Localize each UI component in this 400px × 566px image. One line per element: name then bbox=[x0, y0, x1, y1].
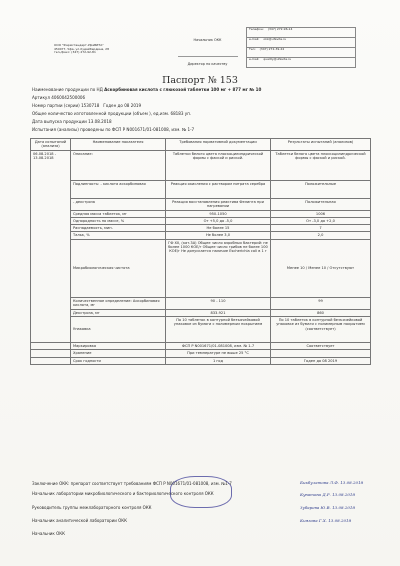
batch-field: Номер партии (серии) 1530718 Годен до 08 2019 bbox=[32, 103, 142, 108]
head-okk-label: Начальник ОКК bbox=[193, 38, 222, 42]
contact-row: e-mail: okk@ufavita.ru bbox=[247, 38, 355, 48]
organization-info bbox=[54, 44, 118, 55]
page-title: Паспорт № 153 bbox=[162, 75, 238, 86]
table-row: Хранение При температуре не выше 25 °С bbox=[31, 350, 371, 357]
contacts-table bbox=[246, 27, 356, 68]
signer-row: Начальник лаборатории микробиологического и бактериологического контроля ОКК bbox=[32, 491, 214, 496]
approval-block bbox=[170, 38, 245, 66]
table-header-cell: Дата испытаний (анализа) bbox=[31, 139, 71, 151]
conclusion-text: Заключение ОКК: препарат соответствует требованиям ФСП Р N001671/01-081008, изм. №1-7 bbox=[32, 481, 232, 486]
signature-line bbox=[178, 42, 238, 57]
table-row: 06.08.2018 - 13.08.2018 Описание: Таблетки белого цвета плоскоцилиндрической формы с фаской и риской. Таблетки белого цвета плоскоцилиндрической формы с фаской и риской. bbox=[31, 150, 371, 180]
article-field: Артикул 4060042500006 bbox=[32, 95, 86, 100]
tests-field: Испытания (анализы) проведены по ФСП Р N001671/01-081008, изм. № 1-7 bbox=[32, 127, 195, 132]
table-row: Декстроза, мг 833-921 860 bbox=[31, 309, 371, 316]
signature: Киязова Г.Х. 13.08.2018 bbox=[300, 518, 352, 523]
contact-row: e-mail: quality@ufavita.ru bbox=[249, 58, 292, 61]
signer-row: Начальник аналитической лаборатории ОКК bbox=[32, 518, 127, 523]
org-line: тел./факс: (347) 272-92-81 bbox=[54, 50, 96, 54]
contact-row: Тел: (347) 272-39-24 bbox=[247, 48, 355, 58]
table-row: Маркировка ФСП Р N001671/01-081008, изм. № 1-7 Соответствует bbox=[31, 343, 371, 350]
table-header-cell: Требования нормативной документации bbox=[166, 139, 271, 151]
org-line: ООО "Фармстандарт-УфаВИТА" bbox=[54, 43, 104, 47]
org-line: 450077, Уфа, ул.Худайбердина, 28 bbox=[54, 46, 109, 51]
table-row: Микробиологическая чистота ГФ XII, (кат.3А) Общее число аэробных бактерий: не более 1000 КОЕ/г Общее число грибов не более 100 КОЕ/г Не допускается наличие Escherichia coli в 1 г Менее 10 / Менее 10 / Отсутствуют bbox=[31, 239, 371, 297]
table-row: Однородность по массе, % От +5,0 до -5,0 От -3,0 до +2,0 bbox=[31, 217, 371, 224]
release-date-field: Дата выпуска продукции 13.08.2018 bbox=[32, 119, 112, 124]
table-row: Распадаемость, мин. Не более 15 7 bbox=[31, 225, 371, 232]
contact-row: Телефон: (347) 272-96-14 bbox=[247, 28, 355, 38]
quantity-field: Общее количество изготовленной продукции (объем ), ед.изм. 68183 уп. bbox=[32, 111, 192, 116]
table-row: Количественное определение: Аскорбиновая кислота, мг 90 - 110 99 bbox=[31, 297, 371, 309]
table-row: Тальк, % Не более 3,0 2,0 bbox=[31, 232, 371, 239]
signature: Зубарева Ю.В. 13.08.2018 bbox=[300, 505, 355, 510]
results-table bbox=[30, 138, 371, 365]
table-header-cell: Результаты испытаний (анализов) bbox=[271, 139, 371, 151]
signer-row: Начальник ОКК bbox=[32, 531, 65, 536]
table-header-row bbox=[31, 139, 371, 151]
table-row: Средняя масса таблеток, мг 950-1050 1006 bbox=[31, 210, 371, 217]
signature: Бикбулатова Л.Ф. 13.08.2018 bbox=[300, 480, 364, 485]
table-row: Срок годности 1 год Годен до 08 2019 bbox=[31, 357, 371, 364]
table-row: Упаковка По 10 таблеток в контурной безъячейковой упаковке из бумаги с полимерным покрытием По 10 таблеток в контурной безъячейковой упаковке из бумаги с полимерным покрытием (соответствует) bbox=[31, 317, 371, 343]
table-row: - декстроза Реакция восстановления реактива Фелинга при нагревании Положительная bbox=[31, 198, 371, 210]
signature: Куватова Д.Р. 13.08.2018 bbox=[300, 492, 355, 497]
director-label: Директор по качеству bbox=[187, 62, 228, 66]
test-date-cell: 06.08.2018 - 13.08.2018 bbox=[31, 150, 71, 342]
table-header-cell: Наименование показателя bbox=[71, 139, 166, 151]
signer-row: Руководитель группы межлабораторного контроля ОКК bbox=[32, 505, 152, 510]
product-name-field: Наименование продукции по НД Аскорбиновая кислота с глюкозой таблетки 100 мг + 877 мг № 10 bbox=[32, 87, 262, 92]
table-row: Подлинность: - кислота аскорбиновая Реакция окисления с раствором нитрата серебра Положительные bbox=[31, 180, 371, 198]
